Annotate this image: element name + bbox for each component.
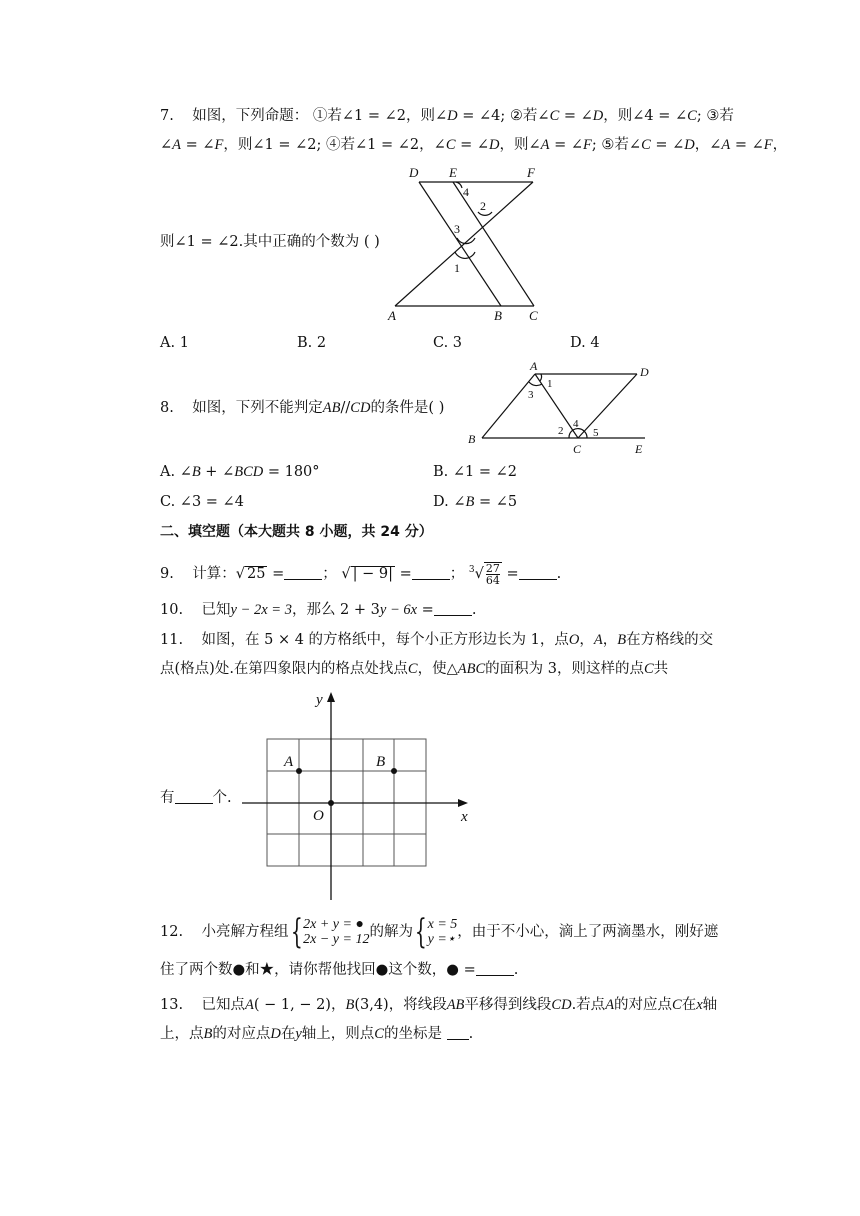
- q11-x-arrow: [458, 799, 468, 807]
- q11-line1: 11. 如图，在 5 × 4 的方格纸中，每个小正方形边长为 1，点O，A，B在方格线的交: [160, 632, 714, 648]
- q8-line1: 8. 如图，下列不能判定AB//CD的条件是( ): [160, 400, 445, 416]
- q8-line-dc: [578, 374, 637, 438]
- q7-option-a[interactable]: A. 1: [160, 335, 189, 351]
- q7-option-d[interactable]: D. 4: [570, 335, 600, 351]
- q10-blank[interactable]: [434, 601, 472, 616]
- q7-figure: [385, 160, 550, 322]
- q7-option-c[interactable]: C. 3: [433, 335, 463, 351]
- q8-line-ab: [482, 374, 535, 438]
- q8-label-a: A: [530, 359, 538, 373]
- q11-blank[interactable]: [175, 789, 213, 804]
- q7-line1: 7. 如图，下列命题： ①若∠1 = ∠2，则∠D = ∠4; ②若∠C = ∠D，则∠4 = ∠C; ③若: [160, 108, 734, 124]
- q7-angle-4: 4: [463, 185, 469, 199]
- q7-line-db: [419, 182, 501, 306]
- q9-blank-3[interactable]: [519, 565, 557, 580]
- q9-blank-2[interactable]: [412, 565, 450, 580]
- q11-point-b: [391, 768, 397, 774]
- q11-label-x: x: [461, 809, 468, 825]
- q12-equation-system: 2x + y = ● 2x − y = 12: [303, 917, 370, 947]
- q9-blank-1[interactable]: [284, 565, 322, 580]
- q11-label-y: y: [316, 692, 323, 708]
- q9-line: 9. 计算：√ 25 = ； √ | − 9| = ； $^3$√ $\frac{27}{64}$ = .: [160, 561, 562, 587]
- q8-option-a[interactable]: A. ∠B + ∠BCD = 180°: [160, 464, 320, 480]
- q7-label-e: E: [449, 165, 457, 180]
- q7-angle-3: 3: [454, 222, 460, 236]
- star-icon: ★: [259, 962, 275, 978]
- q11-label-a: A: [284, 754, 294, 770]
- q11-y-arrow: [327, 692, 335, 702]
- q13-blank[interactable]: [447, 1025, 469, 1040]
- q8-line-ac: [535, 374, 578, 438]
- q7-angle1-arc: [455, 252, 475, 258]
- q11-grid-figure: [236, 686, 476, 902]
- q8-label-d: D: [640, 365, 649, 379]
- q12-blank[interactable]: [476, 961, 514, 976]
- q11-line2: 点(格点)处.在第四象限内的格点处找点C，使△ABC的面积为 3，则这样的点C共: [160, 661, 669, 677]
- q8-angle-1: 1: [547, 378, 553, 390]
- q7-number: 7.: [160, 108, 174, 124]
- q7-label-a: A: [388, 308, 396, 322]
- q7-label-b: B: [494, 308, 502, 322]
- q9-number: 9.: [160, 565, 174, 582]
- q10-number: 10.: [160, 602, 184, 618]
- q8-angle-2: 2: [558, 425, 564, 437]
- q11-point-a: [296, 768, 302, 774]
- q13-line2: 上，点B的对应点D在y轴上，则点C的坐标是 .: [160, 1026, 474, 1042]
- q7-label-f: F: [527, 165, 535, 180]
- q11-point-o: [328, 800, 334, 806]
- section-heading: 二、填空题（本大题共 8 小题，共 24 分）: [160, 524, 433, 540]
- q8-angle-5: 5: [593, 427, 599, 439]
- q8-option-c[interactable]: C. ∠3 = ∠4: [160, 494, 244, 510]
- q7-line2: ∠A = ∠F，则∠1 = ∠2; ④若∠1 = ∠2，∠C = ∠D，则∠A = ∠F; ⑤若∠C = ∠D，∠A = ∠F，: [160, 137, 788, 153]
- q12-line2: 住了两个数●和★，请你帮他找回●这个数，● = .: [160, 962, 519, 978]
- q12-solution: x = 5 y =⋆: [427, 917, 458, 947]
- q7-line3: 则∠1 = ∠2.其中正确的个数为 ( ): [160, 234, 380, 250]
- q8-angle-4: 4: [573, 418, 579, 430]
- q13-number: 13.: [160, 997, 184, 1013]
- q8-angle5-arc: [584, 431, 587, 438]
- q8-angle1-arc: [540, 374, 542, 381]
- q8-option-b[interactable]: B. ∠1 = ∠2: [433, 464, 517, 480]
- q12-line1: 12. 小亮解方程组{2x + y = ● 2x − y = 12的解为{x = 5 y =⋆ ，由于不小心，滴上了两滴墨水，刚好遮: [160, 912, 719, 952]
- q11-line3: 有 个.: [160, 790, 232, 806]
- q7-label-c: C: [529, 308, 538, 322]
- q8-option-d[interactable]: D. ∠B = ∠5: [433, 494, 518, 510]
- q11-label-o: O: [313, 808, 324, 824]
- q8-label-b: B: [468, 432, 476, 446]
- q13-line1: 13. 已知点A( − 1, − 2)，B(3,4)，将线段AB平移得到线段CD.若点A的对应点C在x轴: [160, 997, 718, 1013]
- q7-option-b[interactable]: B. 2: [297, 335, 327, 351]
- q10-line: 10. 已知y − 2x = 3，那么 2 + 3y − 6x = .: [160, 602, 477, 618]
- q8-figure: [465, 358, 660, 458]
- q8-angle-3: 3: [528, 389, 534, 401]
- q7-label-d: D: [409, 165, 419, 180]
- q11-number: 11.: [160, 632, 184, 648]
- q8-label-c: C: [573, 442, 582, 456]
- q11-label-b: B: [376, 754, 386, 770]
- q8-angle2-arc: [569, 430, 573, 438]
- q7-angle-2: 2: [480, 199, 486, 213]
- q7-angle-1: 1: [454, 261, 460, 275]
- q8-label-e: E: [635, 442, 643, 456]
- q8-number: 8.: [160, 400, 174, 416]
- q12-number: 12.: [160, 924, 184, 940]
